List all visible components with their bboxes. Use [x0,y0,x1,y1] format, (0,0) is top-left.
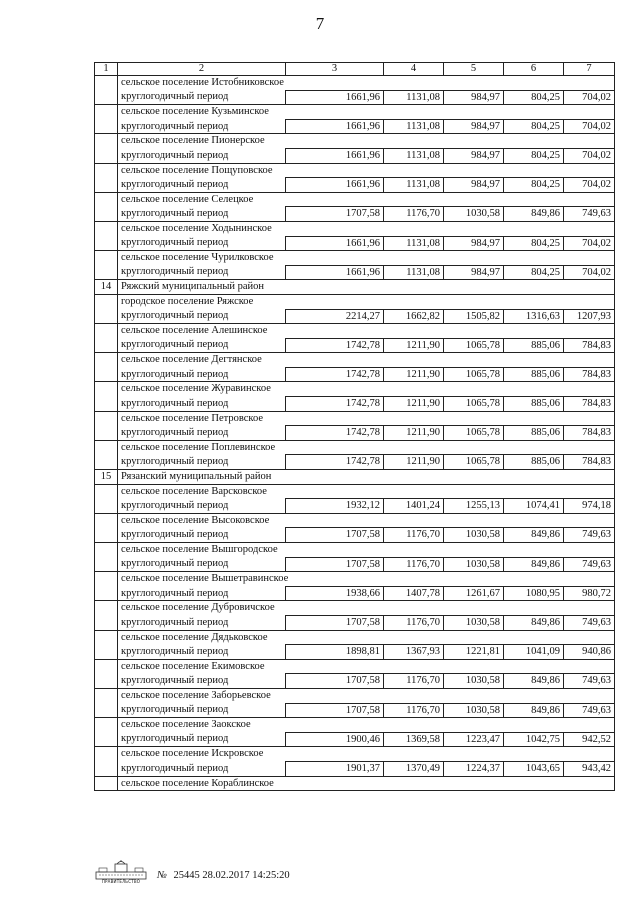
index-cell [95,659,118,688]
tariff-value: 784,83 [564,338,615,353]
index-cell [95,484,118,513]
settlement-row [95,718,615,733]
tariff-value: 1131,08 [384,148,444,163]
settlement-name: сельское поселение Петровское [118,411,615,426]
settlement-name: сельское поселение Пионерское [118,134,615,149]
tariff-value: 1369,58 [384,732,444,747]
settlement-values-row [95,178,615,193]
tariff-value: 1030,58 [444,674,504,689]
settlement-values-row [95,309,615,324]
settlement-row [95,76,615,91]
period-label: круглогодичный период [118,236,286,251]
header-cell: 1 [95,63,118,76]
settlement-row [95,134,615,149]
settlement-values-row [95,499,615,514]
period-label: круглогодичный период [118,761,286,776]
settlement-values-row [95,367,615,382]
settlement-name: сельское поселение Кузьминское [118,105,615,120]
index-cell [95,324,118,353]
header-cell: 4 [384,63,444,76]
settlement-name: сельское поселение Варсковское [118,484,615,499]
index-cell [95,353,118,382]
settlement-values-row [95,455,615,470]
settlement-values-row [95,148,615,163]
tariff-value: 1131,08 [384,119,444,134]
tariff-value: 885,06 [504,397,564,412]
tariff-value: 1261,67 [444,586,504,601]
period-label: круглогодичный период [118,90,286,105]
tariff-value: 1707,58 [286,207,384,222]
tariff-value: 1742,78 [286,455,384,470]
settlement-row [95,688,615,703]
tariff-value: 1407,78 [384,586,444,601]
settlement-name: сельское поселение Чурилковское [118,251,615,266]
tariff-value: 984,97 [444,90,504,105]
tariff-value: 1661,96 [286,119,384,134]
index-cell [95,630,118,659]
settlement-values-row [95,397,615,412]
settlement-row [95,294,615,309]
settlement-row [95,630,615,645]
tariff-value: 1176,70 [384,207,444,222]
tariff-value: 1131,08 [384,265,444,280]
tariff-value: 1176,70 [384,674,444,689]
settlement-values-row [95,674,615,689]
tariff-value: 1742,78 [286,397,384,412]
number-sign: № [157,870,167,881]
tariff-value: 749,63 [564,615,615,630]
settlement-row [95,221,615,236]
header-cell: 3 [286,63,384,76]
tariff-value: 804,25 [504,178,564,193]
tariff-value: 784,83 [564,426,615,441]
document-stamp [157,870,290,884]
tariff-value: 984,97 [444,236,504,251]
settlement-values-row [95,615,615,630]
tariff-value: 784,83 [564,455,615,470]
settlement-row [95,572,615,587]
settlement-name: сельское поселение Заборьевское [118,688,615,703]
tariff-value: 784,83 [564,367,615,382]
index-cell [95,251,118,280]
settlement-values-row [95,426,615,441]
settlement-name: сельское поселение Алешинское [118,324,615,339]
tariff-value: 1065,78 [444,397,504,412]
tariff-value: 1131,08 [384,90,444,105]
settlement-values-row [95,119,615,134]
tariff-value: 1211,90 [384,367,444,382]
period-label: круглогодичный период [118,703,286,718]
index-cell [95,718,118,747]
tariff-value: 885,06 [504,426,564,441]
header-cell: 7 [564,63,615,76]
period-label: круглогодичный период [118,528,286,543]
tariff-value: 1074,41 [504,499,564,514]
header-cell: 6 [504,63,564,76]
settlement-row [95,192,615,207]
tariff-table [94,62,615,791]
index-cell [95,163,118,192]
index-cell [95,134,118,163]
tariff-value: 1662,82 [384,309,444,324]
header-cell: 2 [118,63,286,76]
tariff-value: 1065,78 [444,367,504,382]
period-label: круглогодичный период [118,367,286,382]
period-label: круглогодичный период [118,674,286,689]
settlement-row [95,659,615,674]
tariff-value: 1042,75 [504,732,564,747]
tariff-value: 849,86 [504,674,564,689]
tariff-value: 1255,13 [444,499,504,514]
settlement-name: сельское поселение Истобниковское [118,76,615,91]
index-cell [95,411,118,440]
tariff-value: 849,86 [504,557,564,572]
settlement-values-row [95,703,615,718]
tariff-value: 1176,70 [384,557,444,572]
tariff-value: 1223,47 [444,732,504,747]
index-cell [95,776,118,791]
period-label: круглогодичный период [118,732,286,747]
settlement-name: сельское поселение Заокское [118,718,615,733]
tariff-value: 942,52 [564,732,615,747]
tariff-value: 1898,81 [286,645,384,660]
tariff-value: 749,63 [564,703,615,718]
settlement-row [95,105,615,120]
settlement-name: сельское поселение Искровское [118,747,615,762]
index-cell [95,513,118,542]
district-number: 15 [95,470,118,485]
tariff-value: 1370,49 [384,761,444,776]
tariff-value: 885,06 [504,338,564,353]
tariff-value: 1211,90 [384,338,444,353]
tariff-value: 1661,96 [286,148,384,163]
settlement-values-row [95,557,615,572]
tariff-value: 1211,90 [384,426,444,441]
tariff-value: 1401,24 [384,499,444,514]
period-label: круглогодичный период [118,338,286,353]
tariff-value: 1041,09 [504,645,564,660]
tariff-value: 1207,93 [564,309,615,324]
period-label: круглогодичный период [118,119,286,134]
tariff-value: 943,42 [564,761,615,776]
index-cell [95,572,118,601]
settlement-name: сельское поселение Вышетравинское [118,572,615,587]
settlement-name: сельское поселение Ходынинское [118,221,615,236]
table-header-row [95,63,615,76]
tariff-value: 1742,78 [286,426,384,441]
tariff-value: 1030,58 [444,703,504,718]
settlement-name: сельское поселение Журавинское [118,382,615,397]
tariff-value: 1065,78 [444,455,504,470]
tariff-value: 1211,90 [384,455,444,470]
tariff-value: 1065,78 [444,426,504,441]
settlement-row [95,543,615,558]
tariff-value: 784,83 [564,397,615,412]
tariff-value: 1707,58 [286,703,384,718]
period-label: круглогодичный период [118,265,286,280]
government-emblem-icon [95,860,147,884]
settlement-values-row [95,528,615,543]
tariff-value: 749,63 [564,557,615,572]
tariff-value: 1211,90 [384,397,444,412]
index-cell [95,440,118,469]
tariff-value: 984,97 [444,119,504,134]
tariff-value: 1707,58 [286,674,384,689]
tariff-value: 1900,46 [286,732,384,747]
tariff-value: 849,86 [504,703,564,718]
tariff-value: 1131,08 [384,236,444,251]
settlement-name: сельское поселение Дегтянское [118,353,615,368]
district-name: Ряжский муниципальный район [118,280,615,295]
tariff-value: 704,02 [564,119,615,134]
settlement-name: сельское поселение Высоковское [118,513,615,528]
period-label: круглогодичный период [118,586,286,601]
tariff-value: 1065,78 [444,338,504,353]
tariff-value: 704,02 [564,148,615,163]
settlement-row [95,324,615,339]
tariff-value: 1030,58 [444,207,504,222]
tariff-value: 1707,58 [286,557,384,572]
settlement-name: сельское поселение Екимовское [118,659,615,674]
tariff-value: 1316,63 [504,309,564,324]
settlement-name: сельское поселение Пощуповское [118,163,615,178]
settlement-values-row [95,236,615,251]
tariff-value: 704,02 [564,178,615,193]
settlement-row [95,776,615,791]
tariff-value: 984,97 [444,265,504,280]
settlement-values-row [95,207,615,222]
district-row [95,470,615,485]
tariff-value: 1707,58 [286,615,384,630]
tariff-value: 749,63 [564,528,615,543]
index-cell [95,543,118,572]
index-cell [95,76,118,105]
tariff-value: 885,06 [504,455,564,470]
period-label: круглогодичный период [118,557,286,572]
settlement-values-row [95,645,615,660]
tariff-value: 1030,58 [444,615,504,630]
tariff-value: 849,86 [504,528,564,543]
index-cell [95,688,118,717]
document-id: 25445 [173,870,200,881]
district-row [95,280,615,295]
index-cell [95,601,118,630]
tariff-value: 940,86 [564,645,615,660]
tariff-value: 1221,81 [444,645,504,660]
tariff-value: 1505,82 [444,309,504,324]
index-cell [95,192,118,221]
tariff-value: 1661,96 [286,178,384,193]
table-body [95,63,615,791]
tariff-value: 704,02 [564,265,615,280]
tariff-value: 804,25 [504,119,564,134]
settlement-row [95,484,615,499]
settlement-row [95,747,615,762]
period-label: круглогодичный период [118,397,286,412]
period-label: круглогодичный период [118,645,286,660]
period-label: круглогодичный период [118,615,286,630]
tariff-value: 1742,78 [286,338,384,353]
index-cell [95,221,118,250]
index-cell [95,382,118,411]
tariff-value: 885,06 [504,367,564,382]
tariff-value: 1030,58 [444,557,504,572]
settlement-row [95,513,615,528]
tariff-value: 1030,58 [444,528,504,543]
settlement-row [95,382,615,397]
settlement-name: городское поселение Ряжское [118,294,615,309]
page-number: 7 [315,14,325,33]
tariff-value: 974,18 [564,499,615,514]
index-cell [95,105,118,134]
settlement-name: сельское поселение Дядьковское [118,630,615,645]
tariff-value: 1080,95 [504,586,564,601]
tariff-value: 804,25 [504,265,564,280]
tariff-value: 849,86 [504,615,564,630]
tariff-value: 1661,96 [286,236,384,251]
page-footer [95,860,290,884]
settlement-values-row [95,90,615,105]
tariff-value: 1043,65 [504,761,564,776]
tariff-value: 1131,08 [384,178,444,193]
index-cell [95,747,118,776]
period-label: круглогодичный период [118,148,286,163]
period-label: круглогодичный период [118,207,286,222]
tariff-value: 749,63 [564,207,615,222]
settlement-values-row [95,338,615,353]
tariff-value: 1932,12 [286,499,384,514]
index-cell [95,294,118,323]
settlement-row [95,440,615,455]
settlement-name: сельское поселение Кораблинское [118,776,615,791]
settlement-row [95,411,615,426]
document-datetime: 28.02.2017 14:25:20 [202,870,290,881]
tariff-value: 1707,58 [286,528,384,543]
settlement-name: сельское поселение Вышгородское [118,543,615,558]
tariff-value: 1661,96 [286,90,384,105]
period-label: круглогодичный период [118,178,286,193]
settlement-values-row [95,732,615,747]
period-label: круглогодичный период [118,426,286,441]
tariff-value: 980,72 [564,586,615,601]
settlement-row [95,163,615,178]
tariff-value: 1176,70 [384,528,444,543]
header-cell: 5 [444,63,504,76]
settlement-name: сельское поселение Селецкое [118,192,615,207]
district-number: 14 [95,280,118,295]
settlement-name: сельское поселение Поплевинское [118,440,615,455]
tariff-value: 1224,37 [444,761,504,776]
settlement-row [95,601,615,616]
tariff-value: 804,25 [504,90,564,105]
tariff-value: 804,25 [504,236,564,251]
settlement-values-row [95,265,615,280]
settlement-values-row [95,761,615,776]
tariff-value: 2214,27 [286,309,384,324]
period-label: круглогодичный период [118,499,286,514]
tariff-value: 1176,70 [384,615,444,630]
tariff-value: 984,97 [444,178,504,193]
tariff-value: 1367,93 [384,645,444,660]
tariff-value: 1742,78 [286,367,384,382]
tariff-value: 1938,66 [286,586,384,601]
settlement-name: сельское поселение Дубровичское [118,601,615,616]
settlement-row [95,353,615,368]
tariff-value: 1901,37 [286,761,384,776]
tariff-value: 1661,96 [286,265,384,280]
stamp-caption: ПРАВИТЕЛЬСТВО [101,879,141,884]
period-label: круглогодичный период [118,309,286,324]
district-name: Рязанский муниципальный район [118,470,615,485]
tariff-value: 804,25 [504,148,564,163]
tariff-value: 1176,70 [384,703,444,718]
tariff-value: 984,97 [444,148,504,163]
tariff-value: 849,86 [504,207,564,222]
tariff-value: 704,02 [564,236,615,251]
period-label: круглогодичный период [118,455,286,470]
settlement-values-row [95,586,615,601]
tariff-value: 749,63 [564,674,615,689]
settlement-row [95,251,615,266]
tariff-value: 704,02 [564,90,615,105]
